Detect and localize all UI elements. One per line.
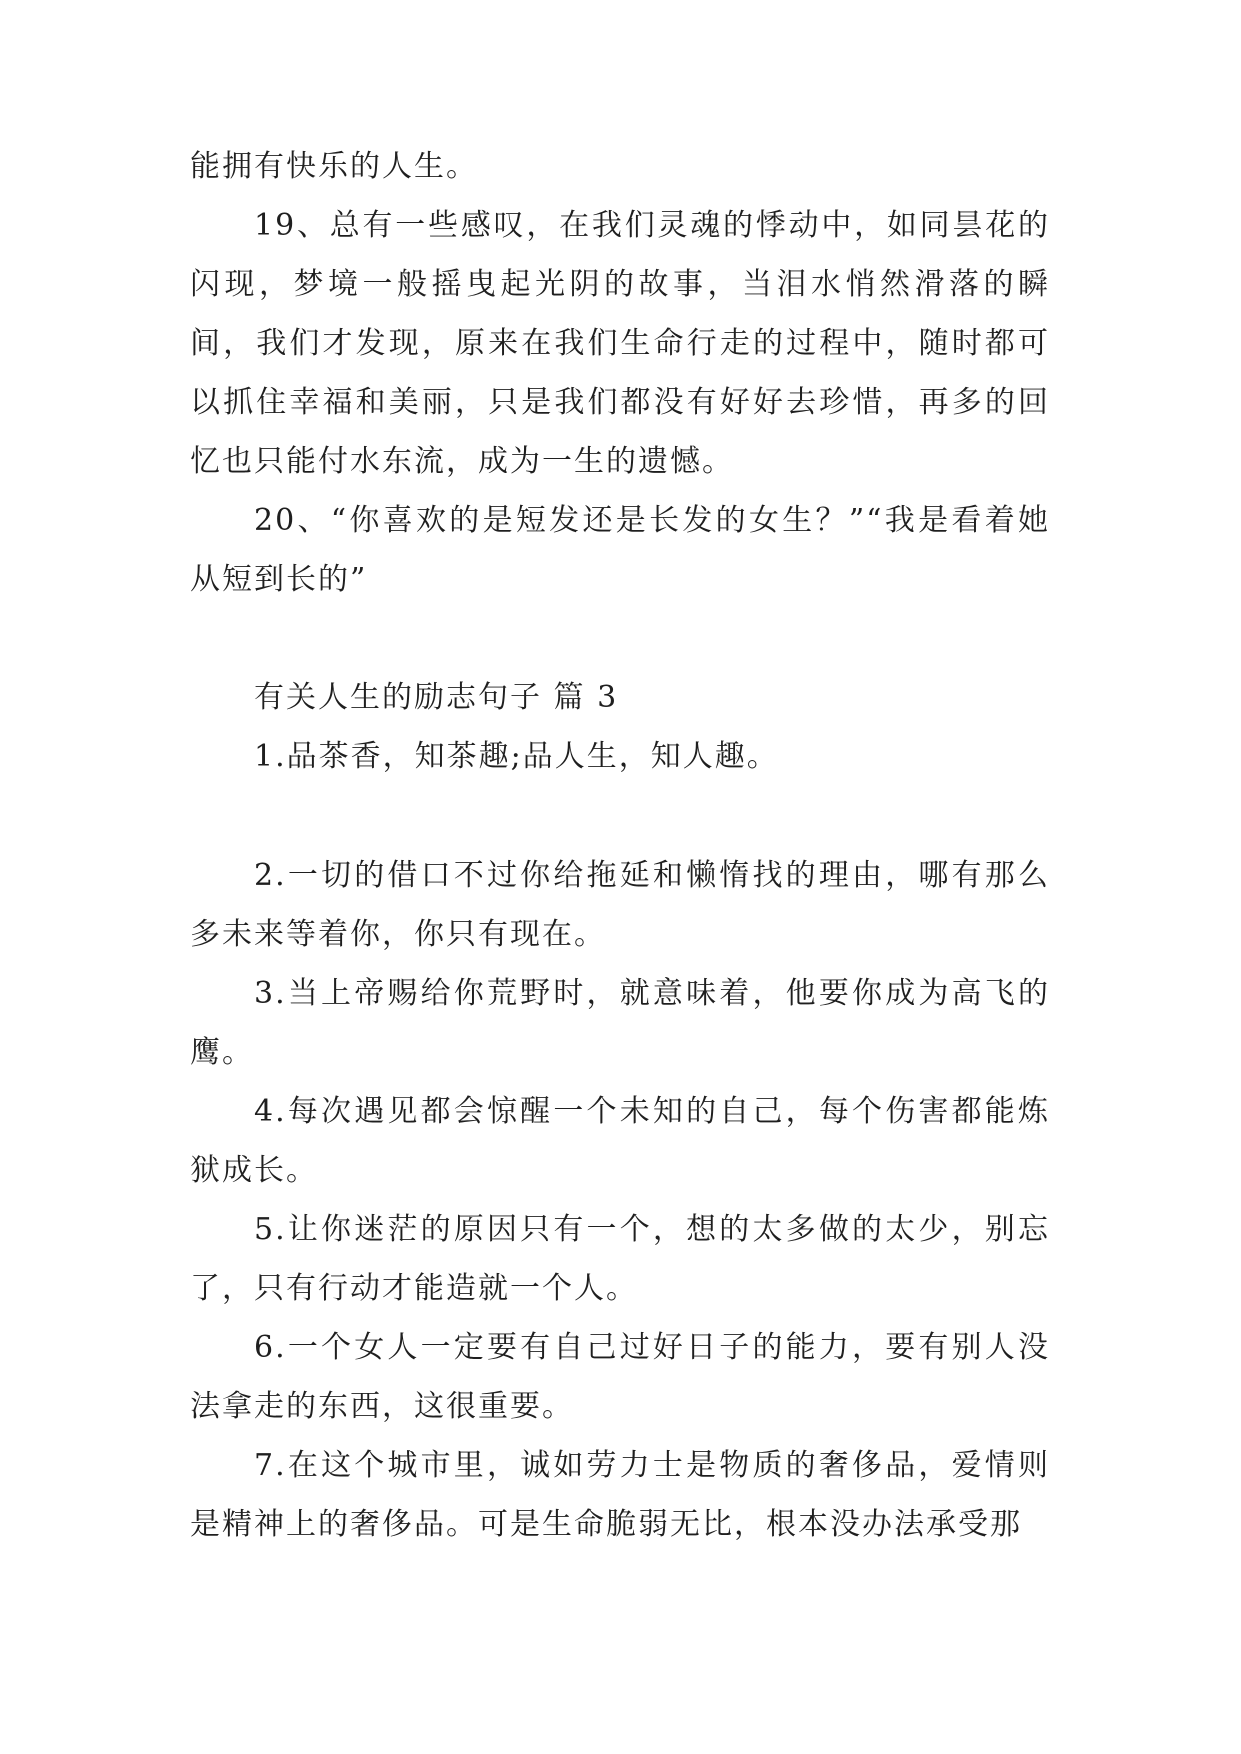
list-item-1: 1.品茶香，知茶趣;品人生，知人趣。 <box>254 739 779 774</box>
paragraph-19: 19、总有一些感叹，在我们灵魂的悸动中，如同昙花的闪现，梦境一般摇曳起光阴的故事，当泪水悄然滑落的瞬间，我们才发现，原来在我们生命行走的过程中，随时都可以抓住幸福和美丽，只是我们都没有好好去珍惜，再多的回忆也只能付水东流，成为一生的遗憾。 <box>190 208 1050 479</box>
list-item-5: 5.让你迷茫的原因只有一个，想的太多做的太少，别忘了，只有行动才能造就一个人。 <box>190 1212 1050 1306</box>
list-item-2: 2.一切的借口不过你给拖延和懒惰找的理由，哪有那么多未来等着你，你只有现在。 <box>190 858 1050 952</box>
paragraph-20: 20、“你喜欢的是短发还是长发的女生？”“我是看着她从短到长的” <box>190 503 1050 597</box>
list-item-7: 7.在这个城市里，诚如劳力士是物质的奢侈品，爱情则是精神上的奢侈品。可是生命脆弱无比，根本没办法承受那 <box>190 1448 1050 1542</box>
list-item-6: 6.一个女人一定要有自己过好日子的能力，要有别人没法拿走的东西，这很重要。 <box>190 1330 1050 1424</box>
list-item-3: 3.当上帝赐给你荒野时，就意味着，他要你成为高飞的鹰。 <box>190 976 1050 1070</box>
document-page <box>190 0 1050 1754</box>
continued-paragraph: 能拥有快乐的人生。 <box>190 149 478 184</box>
section-heading: 有关人生的励志句子 篇 3 <box>254 680 619 715</box>
list-item-4: 4.每次遇见都会惊醒一个未知的自己，每个伤害都能炼狱成长。 <box>190 1094 1050 1188</box>
